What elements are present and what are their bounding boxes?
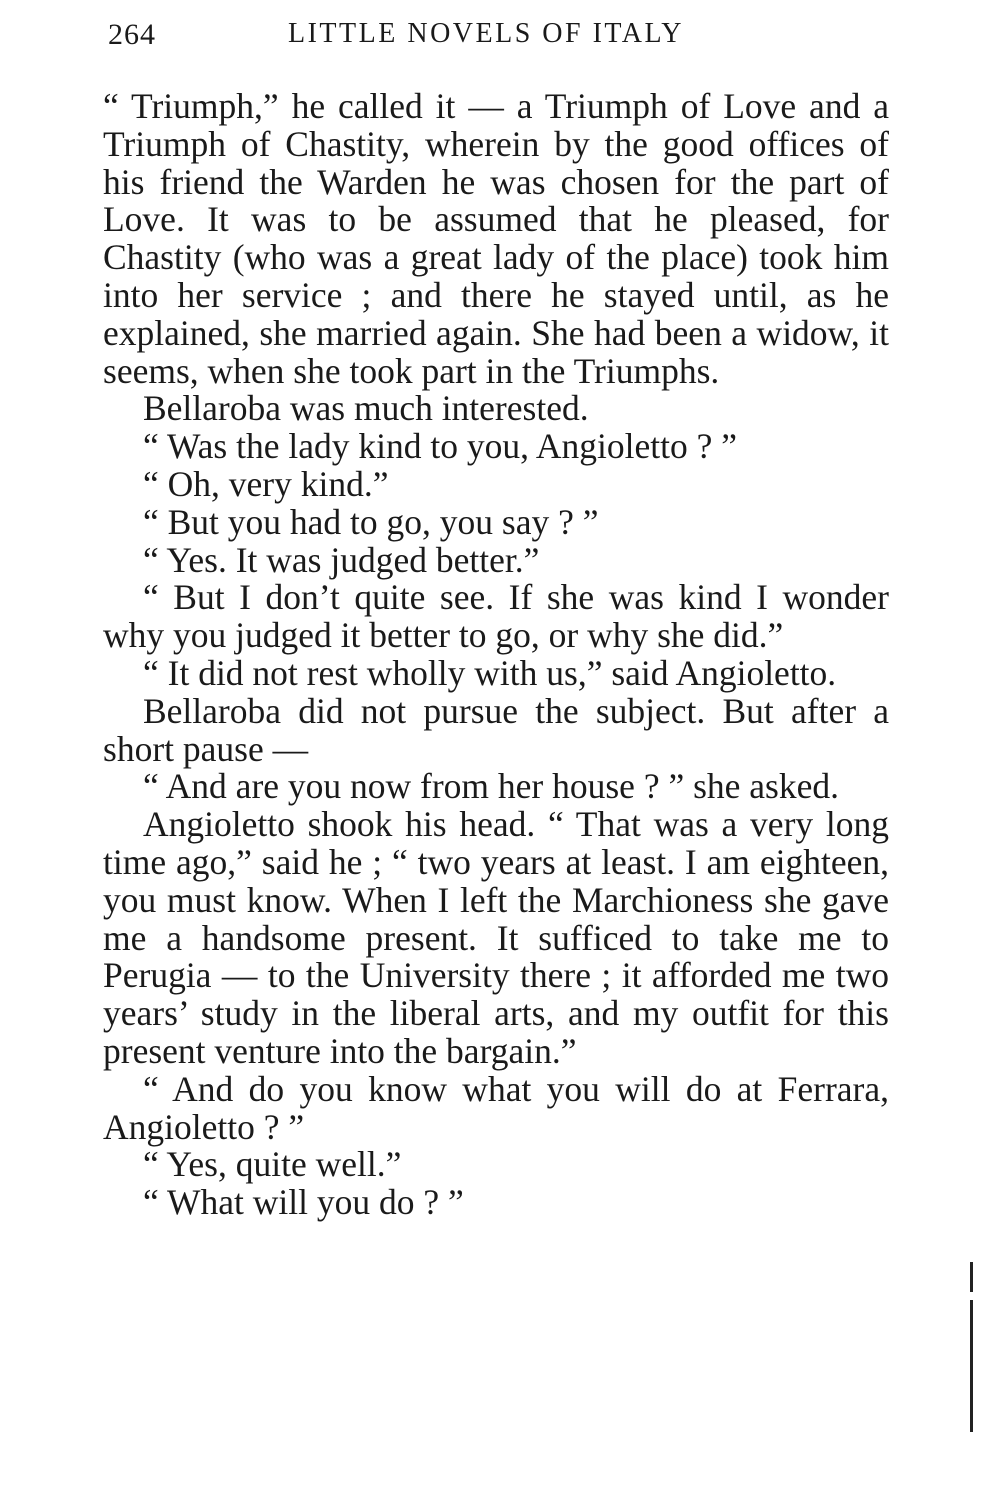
running-title: LITTLE NOVELS OF ITALY (288, 18, 685, 49)
paragraph-1: “ Triumph,” he called it — a Triumph of Love and a Triumph of Chastity, wherein by the good offices of his friend the Warden he was chosen for the part of Love. It was to be assumed that he pleased, for Chastity (who was a great lady of the place) took him into her service ; and there he stayed until, as he explained, she married again. She had been a widow, it seems, when she took part in the Triumphs. (103, 86, 889, 391)
paragraph-3: “ Was the lady kind to you, Angioletto ? ” (143, 426, 737, 467)
paragraph-14: “ What will you do ? ” (143, 1182, 464, 1223)
paragraph-11: Angioletto shook his head. “ That was a very long time ago,” said he ; “ two years at least. I am eighteen, you must know. When I left the Marchioness she gave me a handsome present. It sufficed to take me to Perugia — to the University there ; it afforded me two years’ study in the liberal arts, and my outfit for this present venture into the bargain.” (103, 804, 889, 1071)
body-text (103, 88, 889, 1222)
paragraph-7: “ But I don’t quite see. If she was kind I wonder why you judged it better to go, or why she did.” (103, 577, 889, 656)
paragraph-6: “ Yes. It was judged better.” (143, 539, 540, 580)
margin-rule-upper (970, 1262, 973, 1292)
paragraph-10: “ And are you now from her house ? ” she asked. (143, 766, 839, 807)
margin-rule-lower (970, 1300, 973, 1432)
paragraph-5: “ But you had to go, you say ? ” (143, 501, 599, 542)
paragraph-12: “ And do you know what you will do at Ferrara, Angioletto ? ” (103, 1068, 889, 1147)
paragraph-2: Bellaroba was much interested. (143, 388, 589, 429)
paragraph-9: Bellaroba did not pursue the subject. But after a short pause — (103, 690, 889, 769)
paragraph-13: “ Yes, quite well.” (143, 1144, 402, 1185)
paragraph-8: “ It did not rest wholly with us,” said Angioletto. (143, 652, 837, 693)
page-number: 264 (108, 18, 156, 51)
paragraph-4: “ Oh, very kind.” (143, 463, 389, 504)
